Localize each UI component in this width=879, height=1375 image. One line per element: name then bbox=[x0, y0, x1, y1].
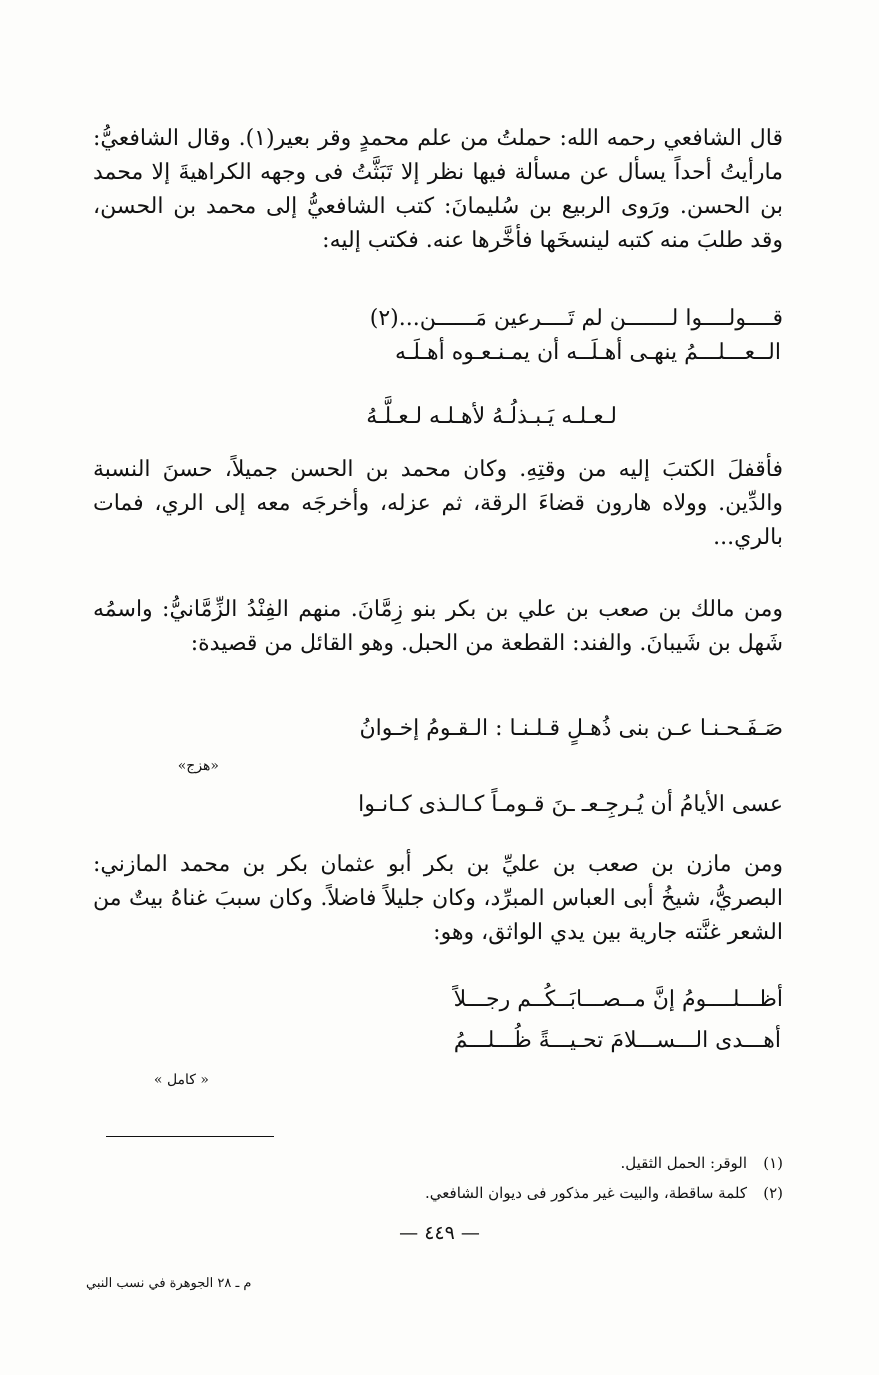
paragraph-4: ومن مازن بن صعب بن عليِّ بن بكر أبو عثمان بكر بن محمد المازني: البصريُّ، شيخُ أبى العباس المبرِّد، وكان جليلاً فاضلاً. وكان سببَ غناهُ بيتٌ من الشعر غنَّته جارية بين يدي الواثق، وهو: bbox=[93, 852, 783, 945]
verse-3-line-2: أهـــدى الـــســـلامَ تحـيـــةً ظُـــلـــمُ bbox=[453, 1028, 781, 1053]
footnote-divider bbox=[106, 1136, 274, 1137]
verse-3-line-1: أظـــلــــومُ إنَّ مــصـــابَــكُــم رجـــلاً bbox=[453, 987, 783, 1012]
verse-1-line-3: لـعـلـه يَـبـذلُـهُ لأهـلـه لـعـلَّـهُ bbox=[366, 404, 617, 429]
meter-label-hazaj: «هزج» bbox=[177, 758, 219, 774]
footnote-2-number: (٢) bbox=[763, 1184, 783, 1202]
footnote-2 bbox=[425, 1182, 783, 1204]
page-number: — ٤٤٩ — bbox=[399, 1222, 480, 1244]
signature-line: م ـ ٢٨ الجوهرة في نسب النبي bbox=[86, 1276, 252, 1291]
verse-2-line-1: صَـفَـحـنـا عـن بنى ذُهـلٍ قـلـنـا : الـقـومُ إخـوانُ bbox=[359, 716, 783, 741]
paragraph-2: فأقفلَ الكتبَ إليه من وقتِهِ. وكان محمد بن الحسن جميلاً، حسنَ النسبة والدِّين. وولاه هارون قضاءَ الرقة، ثم عزله، وأخرجَه معه إلى الري، فمات بالري... bbox=[93, 457, 783, 550]
verse-2-line-2: عسى الأيامُ أن يُـرجِـعـ ـنَ قـومـاً كـالـذى كـانـوا bbox=[358, 792, 783, 817]
footnote-1-number: (١) bbox=[763, 1154, 783, 1172]
paragraph-1: قال الشافعي رحمه الله: حملتُ من علم محمدٍ وقر بعير(١). وقال الشافعيُّ: مارأيتُ أحداً يسأل عن مسألة فيها نظر إلا تَبَثَّتُ فى وجهه الكراهيةَ إلا محمد بن الحسن. ورَوى الربيع بن سُليمانَ: كتب الشافعيُّ إلى محمد بن الحسن، وقد طلبَ منه كتبه لينسخَها فأخَّرها عنه. فكتب إليه: bbox=[93, 126, 783, 253]
footnote-1 bbox=[621, 1152, 783, 1174]
verse-1-line-2: الــعـــلـــمُ ينهـى أهـلَــه أن يمـنـعـوه أهـلَـه bbox=[395, 340, 781, 365]
meter-label-kamil: « كامل » bbox=[153, 1072, 209, 1088]
footnote-1-text: الوقر: الحمل الثقيل. bbox=[620, 1154, 747, 1172]
footnote-2-text: كلمة ساقطة، والبيت غير مذكور فى ديوان الشافعي. bbox=[425, 1184, 747, 1202]
paragraph-3: ومن مالك بن صعب بن علي بن بكر بنو زِمَّانَ. منهم الفِنْدُ الزِّمَّانيُّ: واسمُه شَهل بن شَيبانَ. والفند: القطعة من الحبل. وهو القائل من قصيدة: bbox=[93, 597, 783, 656]
verse-1-line-1: قــــولــــوا لـــــــن لم تَــــرعين مَــــــن...(٢) bbox=[369, 306, 783, 331]
